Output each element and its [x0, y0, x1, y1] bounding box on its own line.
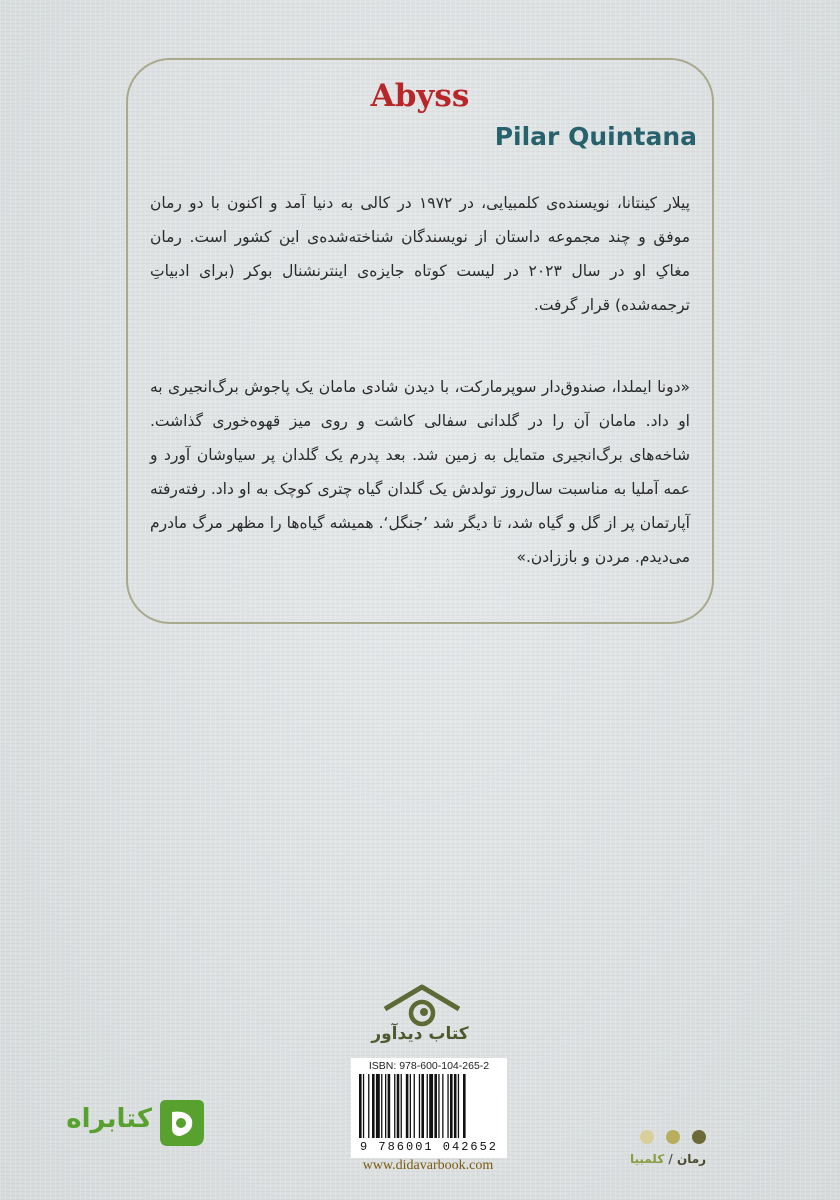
- publisher-name: کتاب دیدآور: [371, 1024, 469, 1044]
- store-brand: [42, 1094, 210, 1158]
- genre-separator: /: [668, 1152, 673, 1166]
- publisher-logo-icon: [381, 983, 463, 1027]
- genre-category: رمان: [676, 1152, 707, 1166]
- barcode-bars: [359, 1074, 501, 1138]
- barcode-number: 9 786001 042652: [359, 1140, 499, 1154]
- genre-label: [620, 1152, 716, 1166]
- genre-dot: [640, 1130, 654, 1144]
- barcode: [351, 1058, 507, 1158]
- book-title: Abyss: [370, 78, 470, 114]
- book-excerpt: «دونا ایملدا، صندوق‌دار سوپرمارکت، با دیدن شادی مامان یک پاجوش برگ‌انجیری به او داد. مامان آن را در گلدانی سفالی کاشت و روی میز قهوه‌خوری گذاشت. شاخه‌های برگ‌انجیری متمایل به زمین شد. بعد پدرم یک گلدان پر سیاوشان آورد و عمه آملیا به مناسبت سال‌روز تولدش یک گلدان گیاه چتری کوچک به او داد. رفته‌رفته آپارتمان پر از گل و گیاه شد، تا دیگر شد ’جنگل‘. همیشه گیاه‌ها را مظهر مرگ مادرم می‌دیدم. مردن و باززادن.»: [150, 378, 690, 566]
- genre-dot: [666, 1130, 680, 1144]
- author-bio: پیلار کینتانا، نویسنده‌ی کلمبیایی، در ۱۹۷۲ در کالی به دنیا آمد و اکنون با دو رمان موفق و چند مجموعه داستان از نویسندگان شناخته‌شده‌ی این کشور است. رمان مغاکِ او در سال ۲۰۲۳ در لیست کوتاه جایزه‌ی اینترنشنال بوکر (برای ادبیاتِ ترجمه‌شده) قرار گرفت.: [150, 194, 691, 314]
- publisher-website: www.didavarbook.com: [362, 1158, 494, 1173]
- isbn-label: ISBN: 978-600-104-265-2: [368, 1060, 490, 1072]
- book-leaf-icon: [154, 1096, 208, 1150]
- genre-country: کلمبیا: [629, 1152, 665, 1166]
- genre-dot: [692, 1130, 706, 1144]
- book-author: Pilar Quintana: [494, 122, 697, 151]
- store-brand-name: کتابراه: [66, 1104, 152, 1134]
